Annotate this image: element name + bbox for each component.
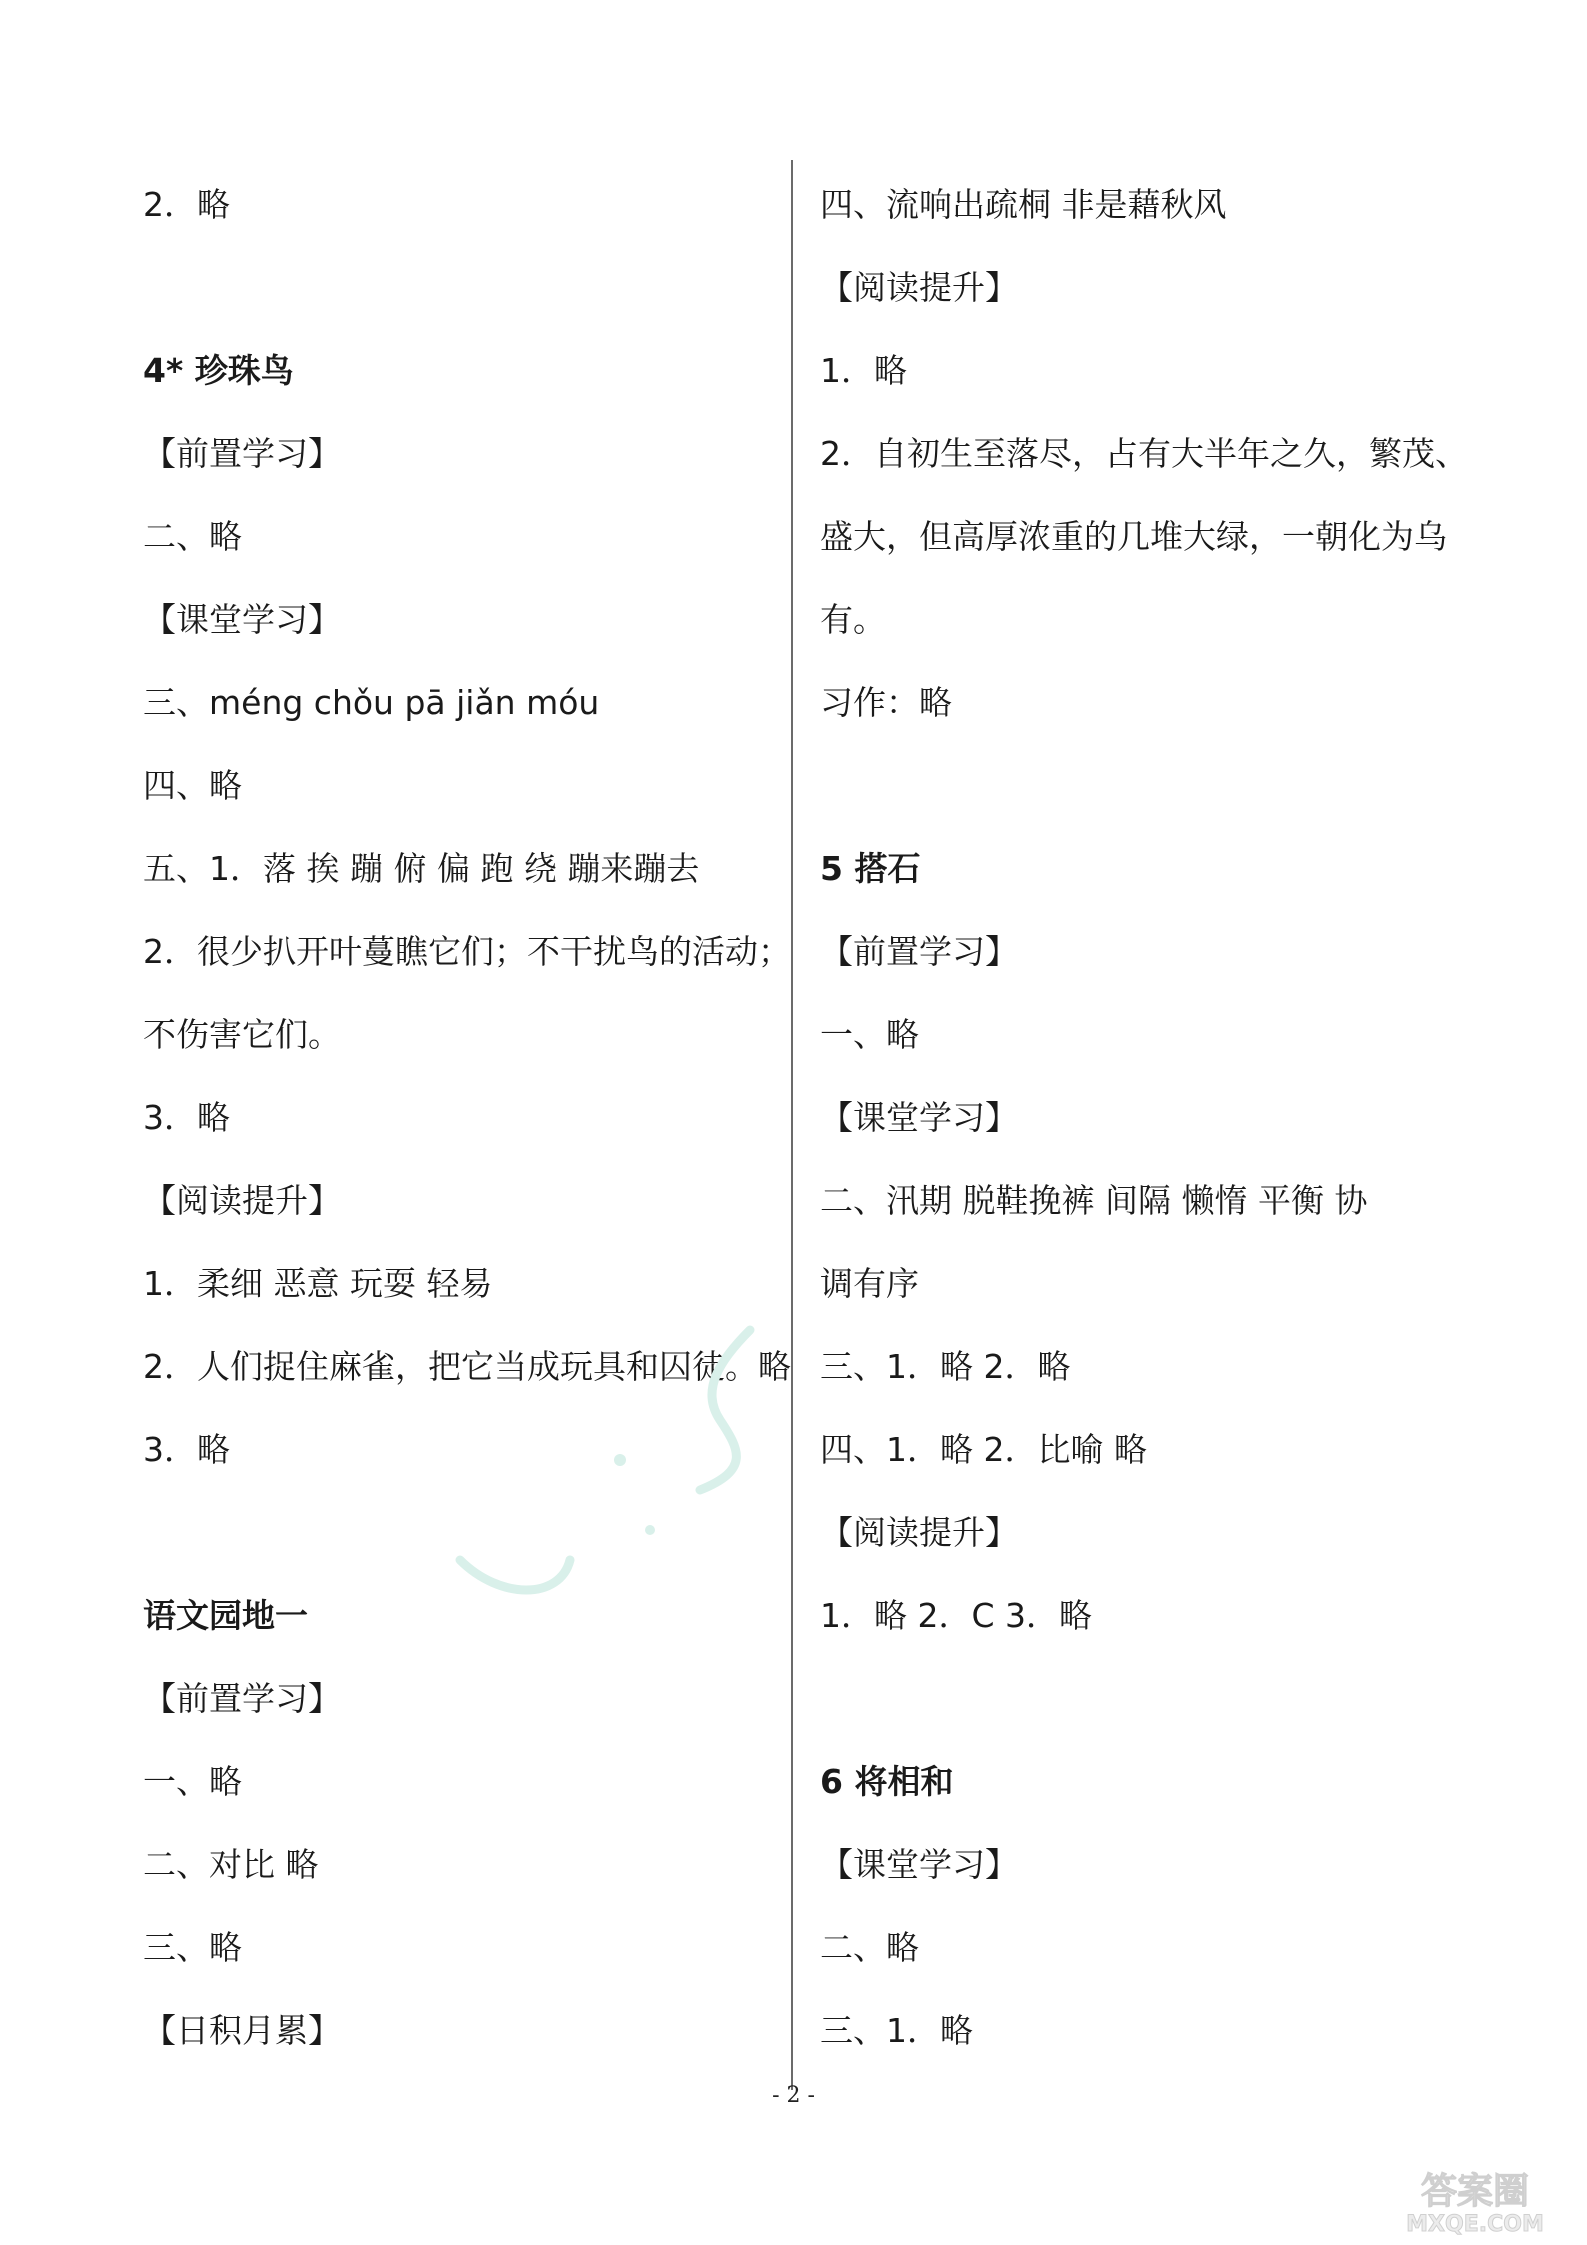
section-label: 【课堂学习】 [820, 1098, 1018, 1137]
answer-line: 四、略 [143, 766, 242, 805]
answer-line: 调有序 [820, 1264, 919, 1303]
section-label: 【前置学习】 [143, 434, 341, 473]
page-number: - 2 - [772, 2083, 815, 2108]
answer-line: 二、对比 略 [143, 1845, 319, 1884]
answer-line: 四、流响出疏桐 非是藉秋风 [820, 185, 1227, 224]
section-label: 【前置学习】 [820, 932, 1018, 971]
answer-line: 三、略 [143, 1928, 242, 1967]
answer-line: 二、略 [820, 1928, 919, 1967]
lesson-heading: 语文园地一 [143, 1596, 308, 1635]
answer-line: 一、略 [820, 1015, 919, 1054]
watermark-logo-text: 答案圈 [1420, 2171, 1530, 2212]
answer-line: 2．自初生至落尽，占有大半年之久，繁茂、 [820, 434, 1468, 473]
answer-line: 3．略 [143, 1098, 230, 1137]
answer-line: 不伤害它们。 [143, 1015, 341, 1054]
answer-line: 二、汛期 脱鞋挽裤 间隔 懒惰 平衡 协 [820, 1181, 1368, 1220]
answer-line: 2．很少扒开叶蔓瞧它们；不干扰鸟的活动； [143, 932, 791, 971]
section-label: 【课堂学习】 [820, 1845, 1018, 1884]
answer-line: 三、1．略 [820, 2011, 973, 2050]
answer-line: 五、1．落 挨 蹦 俯 偏 跑 绕 蹦来蹦去 [143, 849, 700, 888]
section-label: 【阅读提升】 [820, 268, 1018, 307]
answer-line: 三、1．略 2．略 [820, 1347, 1071, 1386]
answer-line: 3．略 [143, 1430, 230, 1469]
answer-line: 2．略 [143, 185, 230, 224]
site-watermark-logo [1385, 2167, 1565, 2237]
section-label: 【课堂学习】 [143, 600, 341, 639]
answer-line: 二、略 [143, 517, 242, 556]
lesson-heading: 4* 珍珠鸟 [143, 351, 294, 390]
watermark-url-text: MXQE.COM [1406, 2212, 1544, 2237]
section-label: 【日积月累】 [143, 2011, 341, 2050]
answer-line: 三、méng chǒu pā jiǎn móu [143, 683, 600, 722]
answer-line: 习作：略 [820, 683, 952, 722]
answer-line: 一、略 [143, 1762, 242, 1801]
answer-line: 有。 [820, 600, 886, 639]
answer-line: 盛大，但高厚浓重的几堆大绿，一朝化为乌 [820, 517, 1447, 556]
column-divider [791, 160, 793, 2090]
answer-line: 四、1．略 2．比喻 略 [820, 1430, 1147, 1469]
section-label: 【前置学习】 [143, 1679, 341, 1718]
answer-line: 1．略 [820, 351, 907, 390]
section-label: 【阅读提升】 [143, 1181, 341, 1220]
lesson-heading: 6 将相和 [820, 1762, 954, 1801]
answer-line: 1．略 2．C 3．略 [820, 1596, 1093, 1635]
faint-watermark-graphic [420, 1300, 800, 1630]
answer-line: 1．柔细 恶意 玩耍 轻易 [143, 1264, 493, 1303]
lesson-heading: 5 搭石 [820, 849, 921, 888]
section-label: 【阅读提升】 [820, 1513, 1018, 1552]
answer-line: 2．人们捉住麻雀，把它当成玩具和囚徒。略 [143, 1347, 791, 1386]
